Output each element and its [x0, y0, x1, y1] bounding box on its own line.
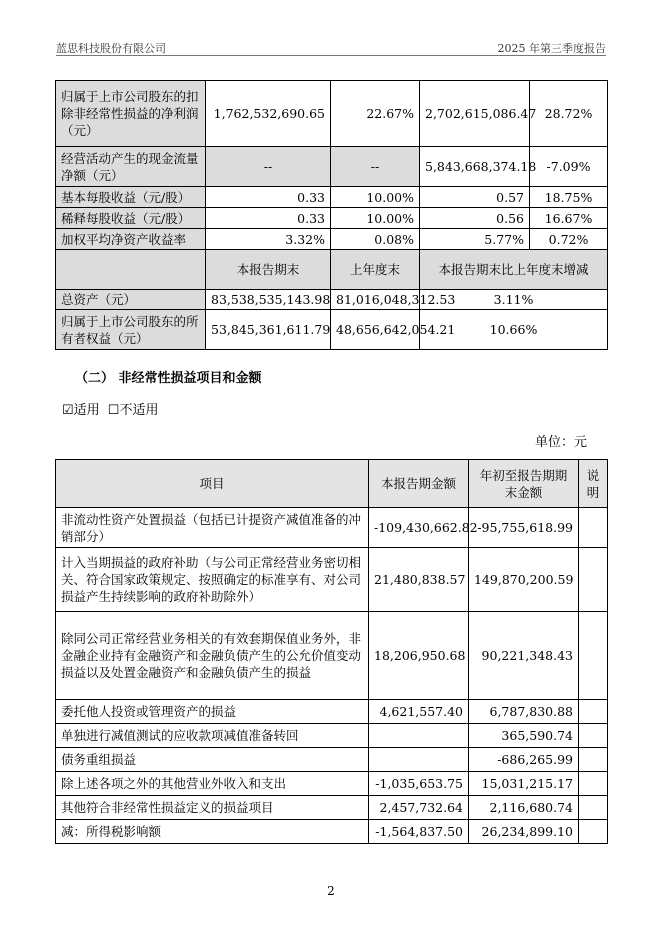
cell-value: 16.67% — [530, 208, 608, 229]
cell-value: -1,035,653.75 — [369, 772, 469, 796]
header-report-title: 2025 年第三季度报告 — [497, 42, 606, 55]
cell-value: 10.66% — [420, 310, 608, 350]
unit-label: 单位：元 — [534, 435, 587, 450]
cell-value: 18.75% — [530, 187, 608, 208]
cell-value: 90,221,348.43 — [469, 612, 579, 700]
cell-note — [579, 724, 608, 748]
table-row — [56, 772, 608, 796]
cell-value: -- — [206, 147, 331, 187]
item-label: 计入当期损益的政府补助（与公司正常经营业务密切相关、符合国家政策规定、按照确定的标准享有、对公司损益产生持续影响的政府补助除外） — [56, 548, 369, 612]
cell-note — [579, 548, 608, 612]
cell-value: 0.33 — [206, 208, 331, 229]
page-number: 2 — [327, 884, 335, 898]
header-divider — [56, 55, 606, 56]
header-note: 说明 — [579, 460, 608, 508]
cell-value: 26,234,899.10 — [469, 820, 579, 844]
row-label: 归属于上市公司股东的所有者权益（元） — [56, 310, 206, 350]
key-financials-table — [55, 80, 608, 350]
item-label: 单独进行减值测试的应收款项减值准备转回 — [56, 724, 369, 748]
cell-value: 3.11% — [420, 290, 608, 310]
table-row — [56, 820, 608, 844]
table-row — [56, 612, 608, 700]
cell-value: 0.08% — [331, 229, 420, 250]
cell-note — [579, 700, 608, 724]
cell-value: 2,116,680.74 — [469, 796, 579, 820]
table-row — [56, 81, 608, 147]
cell-value: 0.56 — [420, 208, 530, 229]
section-title: （二） 非经常性损益项目和金额 — [75, 371, 262, 386]
cell-value: 83,538,535,143.98 — [206, 290, 331, 310]
table-header-row — [56, 460, 608, 508]
cell-value: 15,031,215.17 — [469, 772, 579, 796]
subheader-change: 本报告期末比上年度末增减 — [420, 250, 608, 290]
cell-note — [579, 796, 608, 820]
table-row — [56, 208, 608, 229]
row-label: 加权平均净资产收益率 — [56, 229, 206, 250]
table-row — [56, 290, 608, 310]
non-recurring-items-table — [55, 459, 608, 844]
option-not-applicable: ☐不适用 — [107, 403, 159, 418]
option-applicable-checked: ☑适用 — [62, 403, 100, 418]
subheader-current-period: 本报告期末 — [206, 250, 331, 290]
cell-value: 22.67% — [331, 81, 420, 147]
cell-value: -109,430,662.82 — [369, 508, 469, 548]
cell-value: 28.72% — [530, 81, 608, 147]
subheader-prior-year-end: 上年度末 — [331, 250, 420, 290]
subheader-blank — [56, 250, 206, 290]
cell-note — [579, 612, 608, 700]
cell-value: -7.09% — [530, 147, 608, 187]
cell-value: -95,755,618.99 — [469, 508, 579, 548]
cell-value: 81,016,048,312.53 — [331, 290, 420, 310]
item-label: 除上述各项之外的其他营业外收入和支出 — [56, 772, 369, 796]
cell-value — [369, 724, 469, 748]
cell-value: 1,762,532,690.65 — [206, 81, 331, 147]
table-row — [56, 310, 608, 350]
cell-value: 0.33 — [206, 187, 331, 208]
cell-value: 18,206,950.68 — [369, 612, 469, 700]
applicability-options — [62, 399, 158, 418]
table-row — [56, 187, 608, 208]
cell-value: 5.77% — [420, 229, 530, 250]
item-label: 债务重组损益 — [56, 748, 369, 772]
table-subheader-row — [56, 250, 608, 290]
cell-value — [369, 748, 469, 772]
table-row — [56, 700, 608, 724]
row-label: 经营活动产生的现金流量净额（元） — [56, 147, 206, 187]
cell-value: 53,845,361,611.79 — [206, 310, 331, 350]
item-label: 其他符合非经常性损益定义的损益项目 — [56, 796, 369, 820]
item-label: 除同公司正常经营业务相关的有效套期保值业务外，非金融企业持有金融资产和金融负债产生的公允价值变动损益以及处置金融资产和金融负债产生的损益 — [56, 612, 369, 700]
cell-note — [579, 820, 608, 844]
cell-value: 3.32% — [206, 229, 331, 250]
cell-value: 48,656,642,054.21 — [331, 310, 420, 350]
cell-value: 10.00% — [331, 208, 420, 229]
row-label: 总资产（元） — [56, 290, 206, 310]
cell-value: 2,702,615,086.47 — [420, 81, 530, 147]
cell-value: 149,870,200.59 — [469, 548, 579, 612]
item-label: 非流动性资产处置损益（包括已计提资产减值准备的冲销部分） — [56, 508, 369, 548]
cell-value: 10.00% — [331, 187, 420, 208]
cell-value: -686,265.99 — [469, 748, 579, 772]
cell-note — [579, 508, 608, 548]
row-label: 归属于上市公司股东的扣除非经常性损益的净利润（元） — [56, 81, 206, 147]
cell-value: 4,621,557.40 — [369, 700, 469, 724]
header-item: 项目 — [56, 460, 369, 508]
table-row — [56, 147, 608, 187]
table-row — [56, 748, 608, 772]
cell-note — [579, 772, 608, 796]
cell-value: 0.72% — [530, 229, 608, 250]
table-row — [56, 229, 608, 250]
cell-note — [579, 748, 608, 772]
cell-value: 0.57 — [420, 187, 530, 208]
table-row — [56, 724, 608, 748]
item-label: 减：所得税影响额 — [56, 820, 369, 844]
header-company: 蓝思科技股份有限公司 — [56, 42, 166, 55]
table-row — [56, 508, 608, 548]
cell-value: 2,457,732.64 — [369, 796, 469, 820]
cell-value: 365,590.74 — [469, 724, 579, 748]
row-label: 基本每股收益（元/股） — [56, 187, 206, 208]
cell-value: -1,564,837.50 — [369, 820, 469, 844]
table-row — [56, 548, 608, 612]
cell-value: -- — [331, 147, 420, 187]
item-label: 委托他人投资或管理资产的损益 — [56, 700, 369, 724]
table-row — [56, 796, 608, 820]
header-ytd: 年初至报告期期末金额 — [469, 460, 579, 508]
cell-value: 5,843,668,374.18 — [420, 147, 530, 187]
cell-value: 6,787,830.88 — [469, 700, 579, 724]
header-current-period: 本报告期金额 — [369, 460, 469, 508]
row-label: 稀释每股收益（元/股） — [56, 208, 206, 229]
cell-value: 21,480,838.57 — [369, 548, 469, 612]
